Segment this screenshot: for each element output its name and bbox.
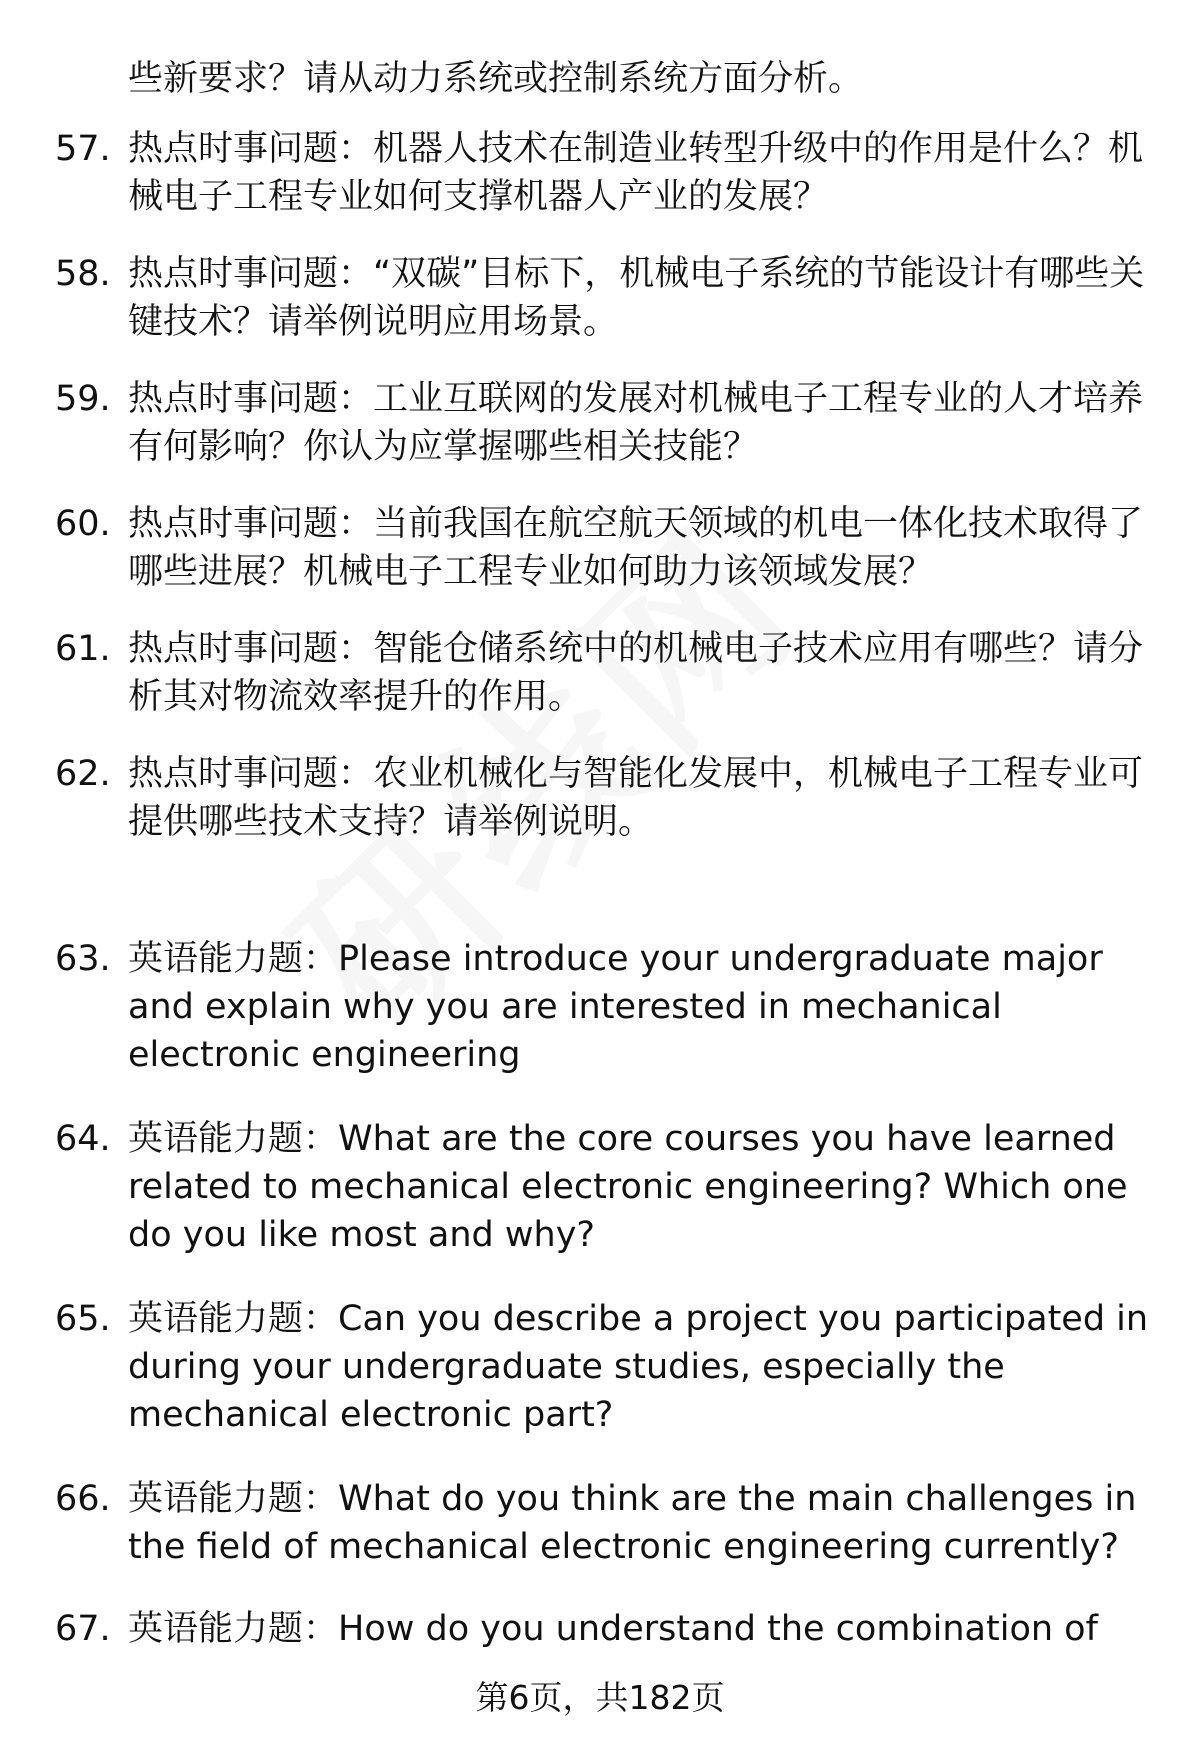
page-footer: 第6页，共182页 [475, 1678, 725, 1717]
item-number: 67. [55, 1609, 111, 1649]
item-text: 热点时事问题：智能仓储系统中的机械电子技术应用有哪些？请分析其对物流效率提升的作用。 [128, 629, 1144, 717]
list-item [55, 1605, 1165, 1653]
continuation-text: 些新要求？请从动力系统或控制系统方面分析。 [128, 59, 864, 99]
list-item [55, 1295, 1165, 1439]
item-number: 59. [55, 379, 111, 419]
item-text: 英语能力题：How do you understand the combination of [128, 1609, 1098, 1649]
list-item [55, 250, 1165, 346]
list-item [55, 500, 1165, 596]
list-item [55, 750, 1165, 846]
item-number: 65. [55, 1299, 111, 1339]
item-number: 58. [55, 254, 111, 294]
continuation-line [55, 55, 1165, 103]
item-text: 英语能力题：What are the core courses you have learned related to mechanical electronic engineering? Which one do you like most and why? [128, 1119, 1128, 1255]
list-item [55, 125, 1165, 221]
list-item [55, 935, 1165, 1079]
item-number: 62. [55, 754, 111, 794]
item-text: 英语能力题：Please introduce your undergraduate major and explain why you are interested in mechanical electronic engineering [128, 939, 1103, 1075]
item-text: 英语能力题：Can you describe a project you participated in during your undergraduate studies, especially the mechanical electronic part? [128, 1299, 1149, 1435]
list-item [55, 375, 1165, 471]
item-number: 57. [55, 129, 111, 169]
item-text: 热点时事问题：当前我国在航空航天领域的机电一体化技术取得了哪些进展？机械电子工程专业如何助力该领域发展？ [128, 504, 1144, 592]
item-text: 热点时事问题：“双碳”目标下，机械电子系统的节能设计有哪些关键技术？请举例说明应用场景。 [128, 254, 1145, 342]
list-item [55, 1115, 1165, 1259]
item-text: 热点时事问题：工业互联网的发展对机械电子工程专业的人才培养有何影响？你认为应掌握哪些相关技能？ [128, 379, 1144, 467]
item-number: 64. [55, 1119, 111, 1159]
item-number: 61. [55, 629, 111, 669]
item-number: 60. [55, 504, 111, 544]
item-text: 英语能力题：What do you think are the main challenges in the field of mechanical electronic engineering currently? [128, 1479, 1137, 1567]
item-text: 热点时事问题：机器人技术在制造业转型升级中的作用是什么？机械电子工程专业如何支撑机器人产业的发展？ [128, 129, 1144, 217]
item-text: 热点时事问题：农业机械化与智能化发展中，机械电子工程专业可提供哪些技术支持？请举例说明。 [128, 754, 1144, 842]
item-number: 66. [55, 1479, 111, 1519]
list-item [55, 1475, 1165, 1571]
item-number: 63. [55, 939, 111, 979]
list-item [55, 625, 1165, 721]
